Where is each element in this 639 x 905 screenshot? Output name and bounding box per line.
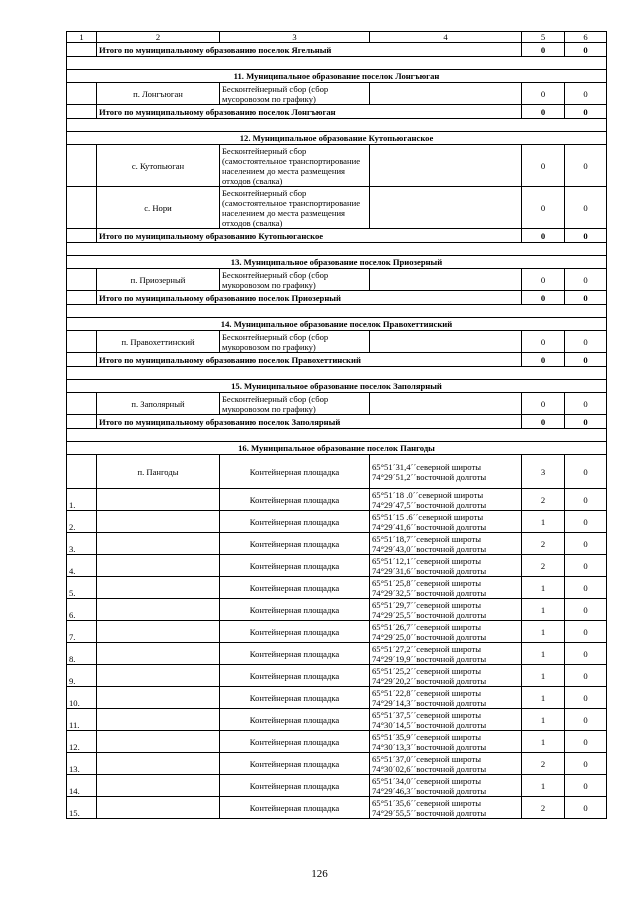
- total-row: [67, 229, 607, 243]
- row-number: 11.: [67, 709, 97, 731]
- value-col-5: 0: [522, 145, 565, 187]
- blank-cell: [67, 119, 607, 132]
- page-number: 126: [311, 868, 328, 880]
- blank-cell: [67, 243, 607, 256]
- section-title-row: [67, 442, 607, 455]
- settlement-name: [97, 687, 220, 709]
- value-col-5: 2: [522, 797, 565, 819]
- settlement-name: [97, 709, 220, 731]
- blank-cell: [67, 305, 607, 318]
- row-number-cell: [67, 269, 97, 291]
- value-col-5: 0: [522, 187, 565, 229]
- longitude: 74°29´32,5´´восточной долготы: [372, 587, 487, 598]
- latitude: 65°51´37,5´´северной широты: [372, 709, 481, 720]
- total-value-6: 0: [565, 105, 607, 119]
- value-col-5: 1: [522, 731, 565, 753]
- longitude: 74°29´43,0´´восточной долготы: [372, 543, 487, 554]
- row-number: 13.: [67, 753, 97, 775]
- value-col-6: 0: [565, 331, 607, 353]
- settlement-name: [97, 753, 220, 775]
- settlement-name: с. Нори: [97, 187, 220, 229]
- section-title: 14. Муниципальное образование поселок Правохеттинский: [67, 318, 607, 331]
- row-number-cell: [67, 83, 97, 105]
- coordinates-cell: [370, 599, 522, 621]
- longitude: 74°29´25,5´´восточной долготы: [372, 609, 487, 620]
- coordinates-cell: [370, 797, 522, 819]
- longitude: 74°29´25,0´´восточной долготы: [372, 631, 487, 642]
- row-number: 5.: [67, 577, 97, 599]
- latitude: 65°51´34,0´´северной широты: [372, 775, 481, 786]
- col-6-header: 6: [565, 32, 607, 43]
- value-col-5: 0: [522, 83, 565, 105]
- value-col-6: 0: [565, 687, 607, 709]
- settlement-name: [97, 775, 220, 797]
- latitude: 65°51´12,1´´северной широты: [372, 555, 481, 566]
- coordinates-cell: [370, 775, 522, 797]
- settlement-name: [97, 511, 220, 533]
- value-col-5: 3: [522, 455, 565, 489]
- collection-method: Контейнерная площадка: [220, 775, 370, 797]
- value-col-5: 1: [522, 775, 565, 797]
- collection-method: Контейнерная площадка: [220, 555, 370, 577]
- collection-method: Контейнерная площадка: [220, 643, 370, 665]
- section-title-row: [67, 318, 607, 331]
- total-value-6: 0: [565, 291, 607, 305]
- latitude: 65°51´22,8´´северной широты: [372, 687, 481, 698]
- collection-method: Бесконтейнерный сбор (сбор мукоровозом по графику): [220, 393, 370, 415]
- latitude: 65°51´18,7´´северной широты: [372, 533, 481, 544]
- latitude: 65°51´29,7´´северной широты: [372, 599, 481, 610]
- coordinates-cell: [370, 643, 522, 665]
- total-blank: [67, 415, 97, 429]
- value-col-6: 0: [565, 709, 607, 731]
- value-col-5: 1: [522, 687, 565, 709]
- section-title-row: [67, 256, 607, 269]
- blank-row: [67, 243, 607, 256]
- value-col-6: 0: [565, 621, 607, 643]
- total-row-yagelny: [67, 43, 607, 57]
- coordinates-cell: [370, 489, 522, 511]
- collection-method: Контейнерная площадка: [220, 533, 370, 555]
- section-title-row: [67, 70, 607, 83]
- longitude: 74°29´51,2´´восточной долготы: [372, 471, 487, 482]
- total-blank: [67, 353, 97, 367]
- table-row: [67, 393, 607, 415]
- settlement-name: [97, 489, 220, 511]
- blank-row: [67, 57, 607, 70]
- total-row: [67, 353, 607, 367]
- table-row: [67, 577, 607, 599]
- section-title: 15. Муниципальное образование поселок Заполярный: [67, 380, 607, 393]
- col-5-header: 5: [522, 32, 565, 43]
- row-number: 1.: [67, 489, 97, 511]
- total-value-5: 0: [522, 353, 565, 367]
- coordinates-cell: [370, 511, 522, 533]
- total-value-5: 0: [522, 43, 565, 57]
- settlement-name: [97, 665, 220, 687]
- settlement-name: [97, 797, 220, 819]
- value-col-5: 2: [522, 753, 565, 775]
- longitude: 74°29´55,5´´восточной долготы: [372, 807, 487, 818]
- table-row: [67, 511, 607, 533]
- col-3-header: 3: [220, 32, 370, 43]
- settlement-name: п. Правохеттинский: [97, 331, 220, 353]
- blank-row: [67, 429, 607, 442]
- section-title: 11. Муниципальное образование поселок Лонгъюган: [67, 70, 607, 83]
- total-row: [67, 291, 607, 305]
- latitude: 65°51´35,6´´северной широты: [372, 797, 481, 808]
- longitude: 74°29´20,2´´восточной долготы: [372, 675, 487, 686]
- settlement-name: п. Приозерный: [97, 269, 220, 291]
- latitude: 65°51´25,2´´северной широты: [372, 665, 481, 676]
- longitude: 74°30´13,3´´восточной долготы: [372, 741, 487, 752]
- table-row: [67, 621, 607, 643]
- longitude: 74°29´46,3´´восточной долготы: [372, 785, 487, 796]
- value-col-5: 2: [522, 555, 565, 577]
- latitude: 65°51´15 .6´´северной широты: [372, 511, 484, 522]
- value-col-6: 0: [565, 455, 607, 489]
- settlement-name: [97, 555, 220, 577]
- blank-row: [67, 305, 607, 318]
- row-number-cell: [67, 331, 97, 353]
- total-value-6: 0: [565, 229, 607, 243]
- collection-method: Контейнерная площадка: [220, 731, 370, 753]
- longitude: 74°29´47,5´´восточной долготы: [372, 499, 487, 510]
- collection-method: Бесконтейнерный сбор (сбор мукоровозом по графику): [220, 331, 370, 353]
- value-col-6: 0: [565, 187, 607, 229]
- settlement-name: [97, 599, 220, 621]
- blank-row: [67, 367, 607, 380]
- coordinates-cell: [370, 83, 522, 105]
- settlement-name: п. Пангоды: [97, 455, 220, 489]
- row-number: 8.: [67, 643, 97, 665]
- latitude: 65°51´25,8´´северной широты: [372, 577, 481, 588]
- total-value-6: 0: [565, 415, 607, 429]
- coordinates-cell: [370, 269, 522, 291]
- longitude: 74°30´02,6´´восточной долготы: [372, 763, 487, 774]
- coordinates-cell: [370, 555, 522, 577]
- settlement-name: п. Лонгъюган: [97, 83, 220, 105]
- coordinates-cell: [370, 331, 522, 353]
- coordinates-cell: [370, 753, 522, 775]
- row-number: 6.: [67, 599, 97, 621]
- collection-method: Бесконтейнерный сбор (самостоятельное транспортирование населением до места размещения отходов (свалка): [220, 145, 370, 187]
- table-row: [67, 489, 607, 511]
- col-4-header: 4: [370, 32, 522, 43]
- table-row: [67, 599, 607, 621]
- total-label: Итого по муниципальному образованию поселок Приозерный: [97, 291, 522, 305]
- coordinates-cell: [370, 665, 522, 687]
- latitude: 65°51´18 .0´´северной широты: [372, 489, 484, 500]
- coordinates-cell: [370, 731, 522, 753]
- total-label: Итого по муниципальному образованию поселок Ягельный: [97, 43, 522, 57]
- table-row: [67, 709, 607, 731]
- blank-row: [67, 119, 607, 132]
- value-col-6: 0: [565, 731, 607, 753]
- longitude: 74°29´41,6´´восточной долготы: [372, 521, 487, 532]
- table-row: [67, 753, 607, 775]
- table-row: [67, 145, 607, 187]
- value-col-6: 0: [565, 599, 607, 621]
- value-col-5: 2: [522, 489, 565, 511]
- value-col-5: 0: [522, 331, 565, 353]
- collection-method: Бесконтейнерный сбор (сбор мусоровозом по графику): [220, 83, 370, 105]
- longitude: 74°29´19,9´´восточной долготы: [372, 653, 487, 664]
- settlement-name: [97, 577, 220, 599]
- value-col-6: 0: [565, 533, 607, 555]
- settlement-name: [97, 731, 220, 753]
- table-row: [67, 83, 607, 105]
- total-value-5: 0: [522, 415, 565, 429]
- collection-method: Бесконтейнерный сбор (самостоятельное транспортирование населением до места размещения отходов (свалка): [220, 187, 370, 229]
- table-row: [67, 687, 607, 709]
- value-col-5: 1: [522, 577, 565, 599]
- coordinates-cell: [370, 455, 522, 489]
- value-col-6: 0: [565, 753, 607, 775]
- value-col-6: 0: [565, 511, 607, 533]
- value-col-5: 1: [522, 643, 565, 665]
- section-title: 13. Муниципальное образование поселок Приозерный: [67, 256, 607, 269]
- table-row: [67, 775, 607, 797]
- table-row: [67, 797, 607, 819]
- value-col-6: 0: [565, 489, 607, 511]
- value-col-6: 0: [565, 269, 607, 291]
- latitude: 65°51´37,0´´северной широты: [372, 753, 481, 764]
- row-number: 4.: [67, 555, 97, 577]
- row-number: 2.: [67, 511, 97, 533]
- table-row: [67, 643, 607, 665]
- total-row: [67, 105, 607, 119]
- longitude: 74°30´14,5´´восточной долготы: [372, 719, 487, 730]
- total-value-5: 0: [522, 229, 565, 243]
- settlement-name: [97, 621, 220, 643]
- collection-method: Бесконтейнерный сбор (сбор мукоровозом по графику): [220, 269, 370, 291]
- row-number: 7.: [67, 621, 97, 643]
- collection-method: Контейнерная площадка: [220, 709, 370, 731]
- blank-cell: [67, 57, 607, 70]
- coordinates-cell: [370, 533, 522, 555]
- value-col-5: 1: [522, 511, 565, 533]
- section-title-row: [67, 380, 607, 393]
- total-value-5: 0: [522, 105, 565, 119]
- settlement-name: [97, 533, 220, 555]
- row-number: 15.: [67, 797, 97, 819]
- table-row: [67, 533, 607, 555]
- column-number-row: [67, 32, 607, 43]
- collection-method: Контейнерная площадка: [220, 665, 370, 687]
- section-title: 16. Муниципальное образование поселок Пангоды: [67, 442, 607, 455]
- collection-method: Контейнерная площадка: [220, 511, 370, 533]
- latitude: 65°51´31,4´´северной широты: [372, 461, 481, 472]
- coordinates-cell: [370, 577, 522, 599]
- total-label: Итого по муниципальному образованию поселок Заполярный: [97, 415, 522, 429]
- collection-method: Контейнерная площадка: [220, 599, 370, 621]
- coordinates-cell: [370, 687, 522, 709]
- row-number-cell: [67, 455, 97, 489]
- total-value-5: 0: [522, 291, 565, 305]
- col-2-header: 2: [97, 32, 220, 43]
- value-col-5: 1: [522, 599, 565, 621]
- coordinates-cell: [370, 145, 522, 187]
- collection-method: Контейнерная площадка: [220, 687, 370, 709]
- total-value-6: 0: [565, 353, 607, 367]
- value-col-5: 0: [522, 269, 565, 291]
- row-number-cell: [67, 393, 97, 415]
- value-col-6: 0: [565, 555, 607, 577]
- coordinates-cell: [370, 187, 522, 229]
- table-row: [67, 331, 607, 353]
- collection-method: Контейнерная площадка: [220, 489, 370, 511]
- coordinates-cell: [370, 393, 522, 415]
- section-title: 12. Муниципальное образование Кутопьюганское: [67, 132, 607, 145]
- table-row: [67, 731, 607, 753]
- collection-method: Контейнерная площадка: [220, 797, 370, 819]
- blank-cell: [67, 429, 607, 442]
- value-col-5: 1: [522, 665, 565, 687]
- row-number: 14.: [67, 775, 97, 797]
- table-row: [67, 455, 607, 489]
- value-col-6: 0: [565, 577, 607, 599]
- collection-method: Контейнерная площадка: [220, 577, 370, 599]
- table-row: [67, 269, 607, 291]
- total-blank: [67, 291, 97, 305]
- table-row: [67, 555, 607, 577]
- value-col-5: 0: [522, 393, 565, 415]
- longitude: 74°29´31,6´´восточной долготы: [372, 565, 487, 576]
- row-number-cell: [67, 145, 97, 187]
- total-label: Итого по муниципальному образованию поселок Лонгъюган: [97, 105, 522, 119]
- value-col-5: 1: [522, 709, 565, 731]
- table-row: [67, 665, 607, 687]
- row-number: 12.: [67, 731, 97, 753]
- row-number: 3.: [67, 533, 97, 555]
- settlement-name: п. Заполярный: [97, 393, 220, 415]
- row-number: 9.: [67, 665, 97, 687]
- blank-cell: [67, 367, 607, 380]
- value-col-6: 0: [565, 665, 607, 687]
- table-row: [67, 187, 607, 229]
- row-number: 10.: [67, 687, 97, 709]
- total-blank: [67, 229, 97, 243]
- collection-method: Контейнерная площадка: [220, 621, 370, 643]
- coordinates-cell: [370, 621, 522, 643]
- value-col-5: 2: [522, 533, 565, 555]
- value-col-6: 0: [565, 643, 607, 665]
- total-blank: [67, 105, 97, 119]
- collection-method: Контейнерная площадка: [220, 455, 370, 489]
- value-col-5: 1: [522, 621, 565, 643]
- value-col-6: 0: [565, 145, 607, 187]
- collection-method: Контейнерная площадка: [220, 753, 370, 775]
- coordinates-cell: [370, 709, 522, 731]
- latitude: 65°51´27,2´´северной широты: [372, 643, 481, 654]
- section-title-row: [67, 132, 607, 145]
- total-label: Итого по муниципальному образованию Кутопьюганское: [97, 229, 522, 243]
- settlement-name: с. Кутопьюган: [97, 145, 220, 187]
- value-col-6: 0: [565, 775, 607, 797]
- value-col-6: 0: [565, 83, 607, 105]
- value-col-6: 0: [565, 393, 607, 415]
- settlement-name: [97, 643, 220, 665]
- table-body: [67, 32, 607, 819]
- latitude: 65°51´26,7´´северной широты: [372, 621, 481, 632]
- longitude: 74°29´14,3´´восточной долготы: [372, 697, 487, 708]
- value-col-6: 0: [565, 797, 607, 819]
- latitude: 65°51´35,9´´северной широты: [372, 731, 481, 742]
- total-value-6: 0: [565, 43, 607, 57]
- col-1-header: 1: [67, 32, 97, 43]
- total-label: Итого по муниципальному образованию поселок Правохеттинский: [97, 353, 522, 367]
- waste-sites-table: [66, 31, 607, 819]
- total-row: [67, 415, 607, 429]
- row-number-cell: [67, 187, 97, 229]
